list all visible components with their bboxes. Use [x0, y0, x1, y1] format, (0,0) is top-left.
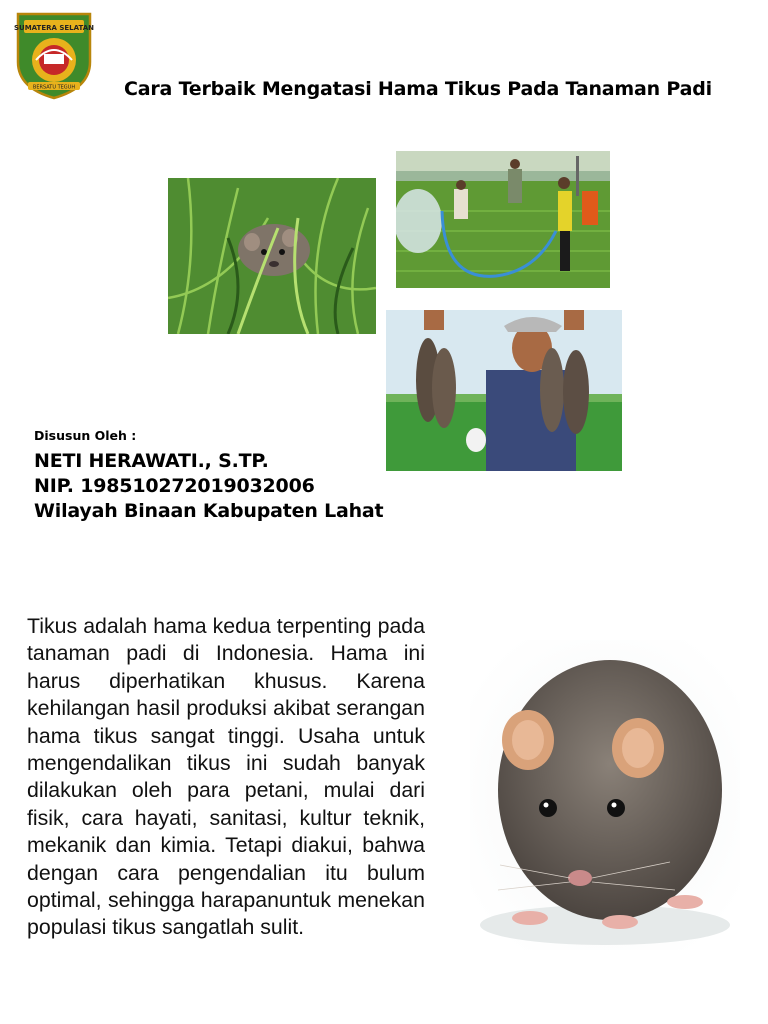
author-by-label: Disusun Oleh : — [34, 428, 137, 443]
page-title: Cara Terbaik Mengatasi Hama Tikus Pada Tanaman Padi — [124, 78, 712, 100]
author-region: Wilayah Binaan Kabupaten Lahat — [34, 500, 384, 522]
farmer-holding-rats-photo — [386, 310, 622, 471]
logo-label: SUMATERA SELATAN — [14, 24, 94, 32]
body-paragraph: Tikus adalah hama kedua terpenting pada tanaman padi di Indonesia. Hama ini harus diperhatikan khusus. Karena kehilangan hasil produksi akibat serangan hama tikus sangat tinggi. Usaha untuk mengendalikan tikus ini sudah banyak dilakukan oleh para petani, mulai dari fisik, cara hayati, sanitasi, kultur teknik, mekanik dan kimia. Tetapi diakui, bahwa dengan cara pengendalian itu bulum optimal, sehingga harapanuntuk menekan populasi tikus sangatlah sulit. — [27, 614, 425, 940]
author-block — [34, 428, 383, 524]
mouse-in-grass-photo — [168, 178, 376, 334]
province-logo — [14, 10, 94, 100]
logo-motto: BERSATU TEGUH — [32, 84, 76, 91]
rat-closeup-photo — [470, 640, 740, 950]
author-name: NETI HERAWATI., S.TP. — [34, 450, 269, 472]
author-nip: NIP. 198510272019032006 — [34, 475, 315, 497]
farmers-fumigating-photo — [396, 151, 610, 288]
